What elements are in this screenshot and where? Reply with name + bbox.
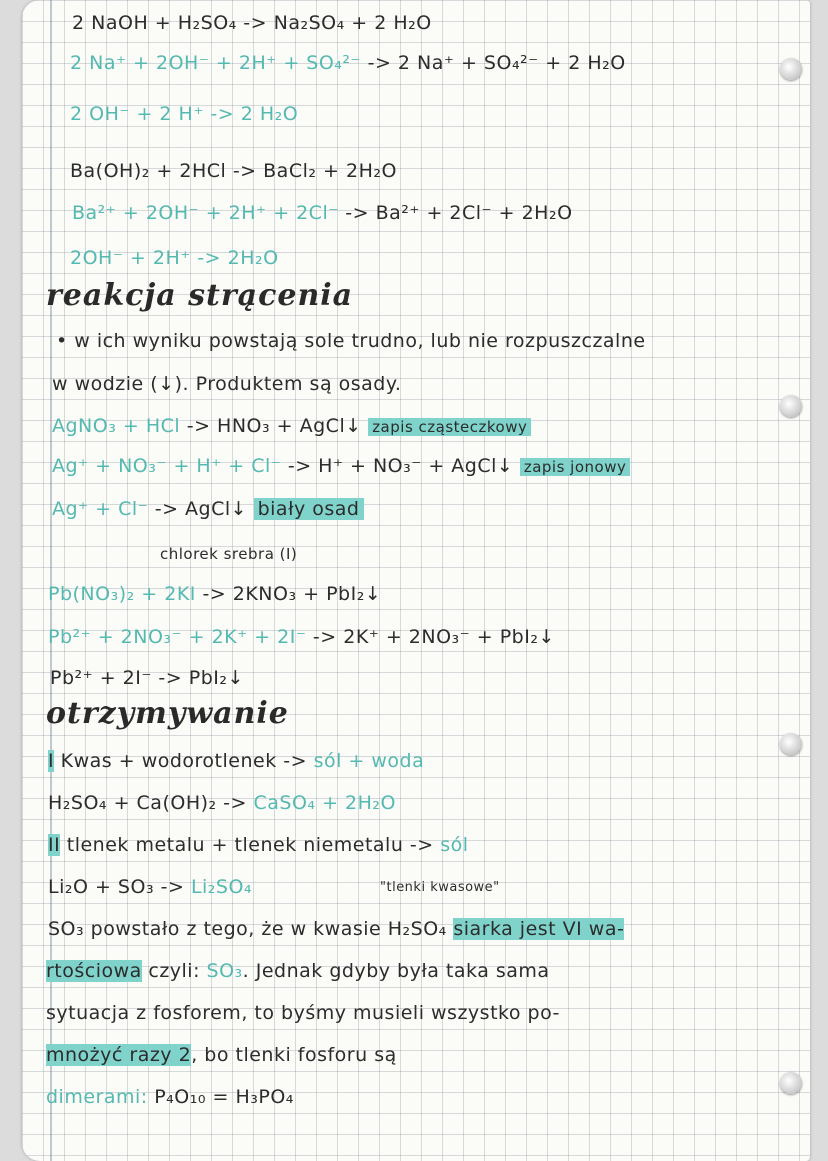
formula-text: P₄O₁₀ = H₃PO₄ xyxy=(147,1086,294,1108)
note-result: sól + woda xyxy=(313,750,425,772)
note-line xyxy=(46,1044,397,1066)
note-line xyxy=(48,750,424,772)
highlight-label: biały osad xyxy=(254,498,364,520)
note-text: SO₃ powstało z tego, że w kwasie H₂SO₄ xyxy=(48,918,454,940)
equation-line xyxy=(52,455,630,477)
equation-text: Pb²⁺ + 2I⁻ -> PbI₂↓ xyxy=(50,667,244,689)
equation-products: CaSO₄ + 2H₂O xyxy=(253,792,396,814)
equation-reactants: Ba²⁺ + 2OH⁻ + 2H⁺ + 2Cl⁻ xyxy=(72,202,339,224)
equation-products: Li₂SO₄ xyxy=(190,876,253,898)
equation-line xyxy=(50,667,244,689)
annotation-line xyxy=(160,545,297,563)
equation-line xyxy=(72,202,573,224)
highlighted-text: mnożyć razy 2 xyxy=(46,1044,192,1066)
formula-text: SO₃ xyxy=(206,960,243,982)
highlighted-text: rtościowa xyxy=(46,960,142,982)
equation-reactants: AgNO₃ + HCl xyxy=(52,415,181,437)
equation-text: Ba(OH)₂ + 2HCl -> BaCl₂ + 2H₂O xyxy=(70,160,397,182)
annotation-line xyxy=(380,880,500,895)
notebook-page xyxy=(22,0,810,1161)
equation-line xyxy=(48,626,555,648)
equation-reactants: Pb²⁺ + 2NO₃⁻ + 2K⁺ + 2I⁻ xyxy=(48,626,307,648)
equation-products: -> H⁺ + NO₃⁻ + AgCl↓ xyxy=(281,455,520,477)
note-line xyxy=(56,330,646,352)
roman-numeral: II xyxy=(48,834,61,856)
equation-text: 2 OH⁻ + 2 H⁺ -> 2 H₂O xyxy=(70,103,299,125)
note-line xyxy=(48,834,469,856)
equation-line xyxy=(70,52,626,74)
binder-ring xyxy=(780,58,802,80)
note-line xyxy=(52,373,401,395)
note-result: sól xyxy=(440,834,469,856)
section-heading: otrzymywanie xyxy=(46,696,289,731)
note-text: w wodzie (↓). Produktem są osady. xyxy=(52,373,402,395)
roman-numeral: I xyxy=(48,750,55,772)
highlight-label: zapis cząsteczkowy xyxy=(368,418,531,436)
equation-products: -> 2K⁺ + 2NO₃⁻ + PbI₂↓ xyxy=(306,626,555,648)
equation-reactants: Ag⁺ + NO₃⁻ + H⁺ + Cl⁻ xyxy=(52,455,282,477)
equation-products: -> Ba²⁺ + 2Cl⁻ + 2H₂O xyxy=(338,202,573,224)
binder-ring xyxy=(780,733,802,755)
highlight-label: zapis jonowy xyxy=(520,458,631,476)
equation-text: 2 NaOH + H₂SO₄ -> Na₂SO₄ + 2 H₂O xyxy=(72,12,432,34)
note-text: . Jednak gdyby była taka sama xyxy=(242,960,550,982)
equation-reactants: Pb(NO₃)₂ + 2KI xyxy=(48,583,196,605)
equation-line xyxy=(70,103,298,125)
equation-products: -> 2 Na⁺ + SO₄²⁻ + 2 H₂O xyxy=(361,52,626,74)
note-line xyxy=(46,960,550,982)
equation-reactants: H₂SO₄ + Ca(OH)₂ -> xyxy=(48,792,254,814)
note-line xyxy=(48,918,624,940)
equation-line xyxy=(72,12,432,34)
note-text: sytuacja z fosforem, to byśmy musieli wszystko po- xyxy=(46,1002,560,1024)
note-line xyxy=(46,1002,560,1024)
note-line xyxy=(46,1086,294,1108)
note-text: Kwas + wodorotlenek -> xyxy=(54,750,314,772)
equation-line xyxy=(48,583,381,605)
equation-reactants: 2 Na⁺ + 2OH⁻ + 2H⁺ + SO₄²⁻ xyxy=(70,52,362,74)
binder-ring xyxy=(780,395,802,417)
equation-products: -> HNO₃ + AgCl↓ xyxy=(180,415,369,437)
equation-products: -> AgCl↓ xyxy=(148,498,254,520)
equation-products: -> 2KNO₃ + PbI₂↓ xyxy=(195,583,382,605)
note-label: dimerami: xyxy=(46,1086,148,1108)
equation-line xyxy=(48,792,396,814)
annotation-text: "tlenki kwasowe" xyxy=(380,880,500,895)
equation-text: 2OH⁻ + 2H⁺ -> 2H₂O xyxy=(70,247,279,269)
equation-line xyxy=(48,876,252,898)
section-heading: reakcja strącenia xyxy=(46,278,354,313)
equation-reactants: Ag⁺ + Cl⁻ xyxy=(52,498,149,520)
annotation-text: chlorek srebra (I) xyxy=(160,545,298,563)
equation-line xyxy=(70,247,279,269)
binder-ring xyxy=(780,1072,802,1094)
highlighted-text: siarka jest VI wa- xyxy=(453,918,625,940)
equation-reactants: Li₂O + SO₃ -> xyxy=(48,876,191,898)
equation-line xyxy=(70,160,397,182)
note-text: czyli: xyxy=(141,960,207,982)
equation-line xyxy=(52,415,531,437)
note-text: , bo tlenki fosforu są xyxy=(191,1044,397,1066)
equation-line xyxy=(52,498,364,520)
note-text: tlenek metalu + tlenek niemetalu -> xyxy=(60,834,441,856)
note-text: • w ich wyniku powstają sole trudno, lub nie rozpuszczalne xyxy=(56,330,646,352)
